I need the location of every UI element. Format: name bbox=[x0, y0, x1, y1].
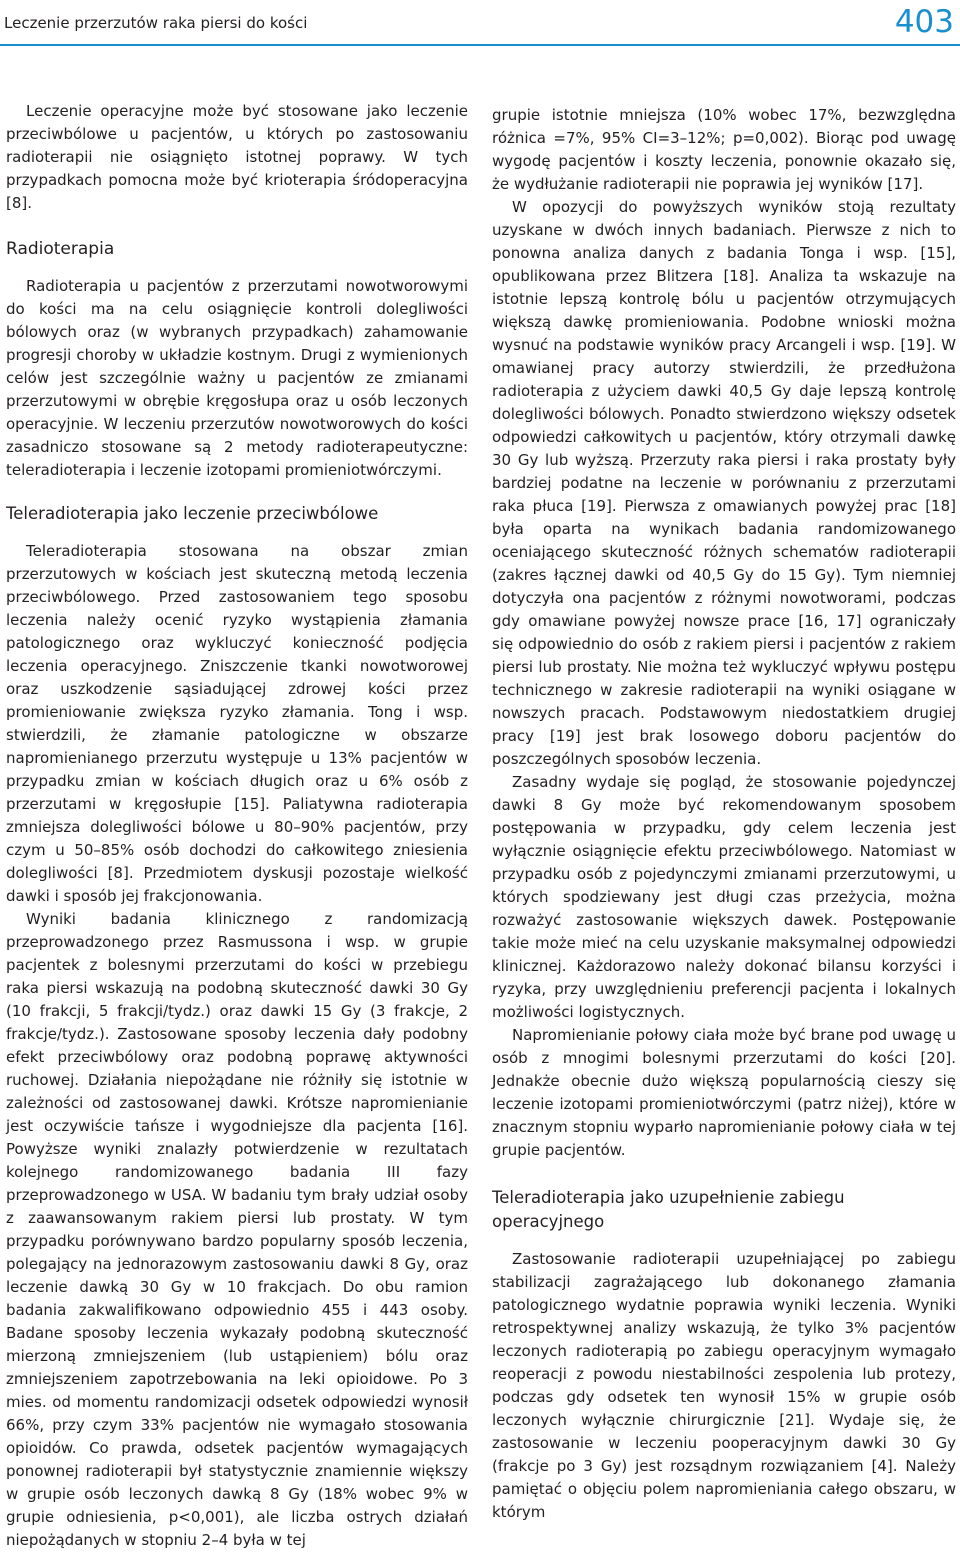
section-heading-radioterapia: Radioterapia bbox=[6, 239, 115, 259]
subsection-heading-uzupelnienie: Teleradioterapia jako uzupełnienie zabiegu operacyjnego bbox=[492, 1188, 845, 1231]
right-column bbox=[492, 104, 956, 1524]
continuation-paragraph: grupie istotnie mniejsza (10% wobec 17%, bezwzględna różnica =7%, 95% CI=3–12%; p=0,002). Biorąc pod uwagę wygodę pacjentów i koszty leczenia, ponownie okazało się, że wydłużanie radioterapii nie poprawia jej wyników [17]. bbox=[492, 106, 956, 193]
running-title: Leczenie przerzutów raka piersi do kości bbox=[4, 14, 308, 32]
subsection-heading-przeciwbolowe: Teleradioterapia jako leczenie przeciwbólowe bbox=[6, 504, 379, 523]
right-paragraph-4: Napromienianie połowy ciała może być brane pod uwagę u osób z mnogimi bolesnymi przerzutami do kości [20]. Jednakże obecnie dużo większą popularnością cieszy się leczenie izotopami promieniotwórczymi (patrz niżej), które w znacznym stopniu wyparło napromienianie połowy ciała w tej grupie pacjentów. bbox=[492, 1026, 956, 1159]
running-header bbox=[0, 0, 960, 48]
tele-paragraph-1: Teleradioterapia stosowana na obszar zmian przerzutowych w kościach jest skuteczną metodą leczenia przeciwbólowego. Przed zastosowaniem tego sposobu leczenia należy ocenić ryzyko wystąpienia złamania patologicznego oraz wykluczyć konieczność podjęcia leczenia operacyjnego. Zniszczenie tkanki nowotworowej oraz uszkodzenie sąsiadującej zdrowej kości przez promieniowanie zwiększa ryzyko złamania. Tong i wsp. stwierdzili, że złamanie patologiczne w obszarze napromienianego przerzutu występuje u 13% pacjentów w przypadku zmian w kościach długich oraz u 6% osób z przerzutami w kręgosłupie [15]. Paliatywna radioterapia zmniejsza dolegliwości bólowe u 80–90% pacjentów, przy czym u 50–85% osób dochodzi do całkowitego zniesienia dolegliwości [8]. Przedmiotem dyskusji pozostaje wielkość dawki i sposób jej frakcjonowania. bbox=[6, 542, 468, 905]
radioterapia-paragraph: Radioterapia u pacjentów z przerzutami nowotworowymi do kości ma na celu osiągnięcie kontroli dolegliwości bólowych oraz (w wybranych przypadkach) zahamowanie progresji choroby w układzie kostnym. Drugi z wymienionych celów jest szczególnie ważny u pacjentów ze zmianami przerzutowymi w obrębie kręgosłupa oraz u osób leczonych operacyjnie. W leczeniu przerzutów nowotworowych do kości zasadniczo stosowane są 2 metody radioterapeutyczne: teleradioterapia i leczenie izotopami promieniotwórczymi. bbox=[6, 277, 468, 479]
tele-paragraph-2: Wyniki badania klinicznego z randomizacją przeprowadzonego przez Rasmussona i wsp. w grupie pacjentek z bolesnymi przerzutami do kości w przebiegu raka piersi wskazują na podobną skuteczność dawki 30 Gy (10 frakcji, 5 frakcji/tydz.) oraz dawki 15 Gy (3 frakcje, 2 frakcje/tydz.). Zastosowane sposoby leczenia dały podobny efekt przeciwbólowy oraz podobną poprawę aktywności ruchowej. Działania niepożądane nie różniły się istotnie w zależności od zastosowanej dawki. Krótsze napromienianie jest oczywiście tańsze i wygodniejsze dla pacjenta [16]. Powyższe wyniki znalazły potwierdzenie w rezultatach kolejnego randomizowanego badania III fazy przeprowadzonego w USA. W badaniu tym brały udział osoby z zaawansowanym rakiem piersi lub prostaty. W tym przypadku porównywano bardzo popularny sposób leczenia, polegający na jednorazowym zastosowaniu dawki 8 Gy, oraz leczenie dawką 30 Gy w 10 frakcjach. Do obu ramion badania zakwalifikowano odpowiednio 455 i 443 osoby. Badane sposoby leczenia wykazały podobną skuteczność mierzoną zmniejszeniem (lub ustąpieniem) bólu oraz zmniejszeniem zapotrzebowania na leki opioidowe. Po 3 mies. od momentu randomizacji odsetek odpowiedzi wynosił 66%, przy czym 33% pacjentów nie wymagało stosowania opioidów. Co prawda, odsetek pacjentów wymagających ponownej radioterapii był statystycznie znamiennie większy w grupie osób leczonych dawką 8 Gy (18% wobec 9% w grupie odniesienia, p<0,001), ale liczba ostrych działań niepożądanych w stopniu 2–4 była w tej bbox=[6, 910, 468, 1549]
right-paragraph-2: W opozycji do powyższych wyników stoją rezultaty uzyskane w dwóch innych badaniach. Pierwsze z nich to ponowna analiza danych z badania Tonga i wsp. [15], opublikowana przez Blitzera [18]. Analiza ta wskazuje na istotnie lepszą kontrolę bólu u pacjentów otrzymujących większą dawkę promieniowania. Podobne wnioski można wysnuć na podstawie wyników pracy Arcangeli i wsp. [19]. W omawianej pracy autorzy stwierdzili, że przedłużona radioterapia z użyciem dawki 40,5 Gy daje lepszą kontrolę dolegliwości bólowych. Ponadto stwierdzono większy odsetek odpowiedzi całkowitych u pacjentów, który otrzymali dawkę 30 Gy lub wyższą. Przerzuty raka piersi i raka prostaty były bardziej podatne na leczenie w porównaniu z przerzutami raka płuca [19]. Pierwsza z omawianych powyżej prac [18] była oparta na wynikach badania randomizowanego oceniającego skuteczność różnych schematów radioterapii (zakres łącznej dawki od 40,5 Gy do 15 Gy). Tym niemniej dotyczyła ona pacjentów z różnymi nowotworami, podczas gdy omawiane powyżej nowsze prace [16, 17] ograniczały się odpowiednio do osób z rakiem piersi i pacjentów z rakiem piersi lub prostaty. Nie można też wykluczyć wpływu postępu technicznego w zakresie radioterapii na wyniki osiągane w nowszych pracach. Podstawowym niedostatkiem drugiej pracy [19] jest brak losowego doboru pacjentów do poszczególnych sposobów leczenia. bbox=[492, 198, 956, 768]
header-divider bbox=[0, 44, 960, 46]
right-paragraph-3: Zasadny wydaje się pogląd, że stosowanie pojedynczej dawki 8 Gy może być rekomendowanym sposobem postępowania w przypadku, gdy celem leczenia jest wyłącznie osiągnięcie efektu przeciwbólowego. Natomiast w przypadku osób z pojedynczymi zmianami przerzutowymi, u których spodziewany jest długi czas przeżycia, można rozważyć zastosowanie większych dawek. Postępowanie takie może mieć na celu uzyskanie maksymalnej odpowiedzi klinicznej. Każdorazowo należy dokonać bilansu korzyści i ryzyka, przy uwzględnieniu preferencji pacjenta i lokalnych możliwości logistycznych. bbox=[492, 773, 956, 1021]
intro-paragraph: Leczenie operacyjne może być stosowane jako leczenie przeciwbólowe u pacjentów, u których po zastosowaniu radioterapii nie osiągnięto istotnej poprawy. W tych przypadkach pomocna może być krioterapia śródoperacyjna [8]. bbox=[6, 102, 468, 212]
left-column bbox=[6, 100, 468, 1552]
page-number: 403 bbox=[894, 4, 954, 40]
right-paragraph-5: Zastosowanie radioterapii uzupełniającej po zabiegu stabilizacji zagrażającego lub dokonanego złamania patologicznego wydatnie poprawia wyniki leczenia. Wyniki retrospektywnej analizy wskazują, że tylko 3% pacjentów leczonych radioterapią po zabiegu operacyjnym wymagało reoperacji z powodu niestabilności zespolenia lub protezy, podczas gdy odsetek ten wynosił 15% w grupie osób leczonych wyłącznie chirurgicznie [21]. Wydaje się, że zastosowanie w leczeniu pooperacyjnym dawki 30 Gy (frakcje po 3 Gy) jest rozsądnym rozwiązaniem [4]. Należy pamiętać o objęciu polem napromieniania całego obszaru, w którym bbox=[492, 1250, 956, 1521]
